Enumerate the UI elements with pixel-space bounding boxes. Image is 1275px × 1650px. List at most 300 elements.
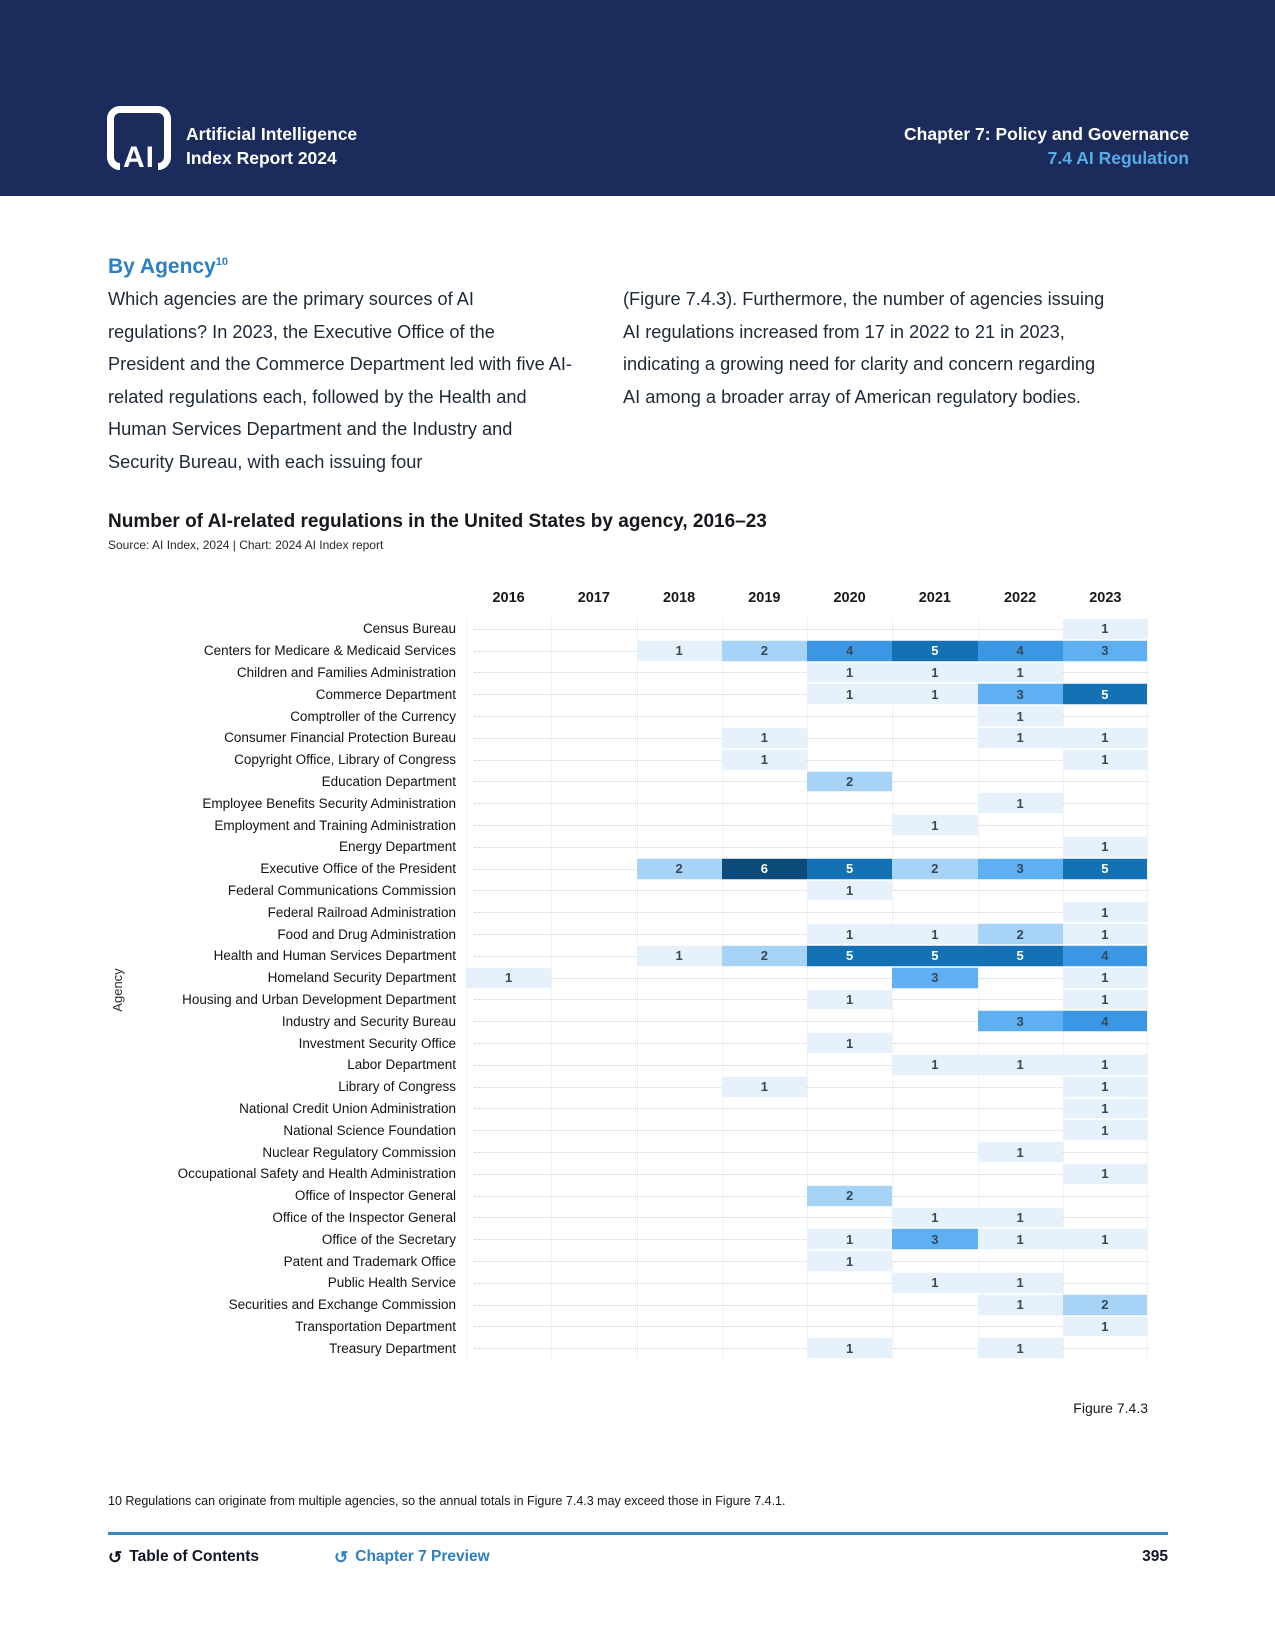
heatmap-cell — [892, 792, 977, 814]
heatmap-cell — [637, 1250, 722, 1272]
heatmap-cell — [637, 1076, 722, 1098]
heatmap-cell — [978, 1163, 1063, 1185]
heatmap-cell: 1 — [1063, 727, 1148, 749]
heatmap-cell — [551, 771, 636, 793]
heatmap-cell — [551, 1228, 636, 1250]
heatmap-cell — [466, 1185, 551, 1207]
page-number: 395 — [1142, 1548, 1168, 1565]
heatmap-cell — [978, 749, 1063, 771]
heatmap-cell — [466, 1250, 551, 1272]
heatmap-cell: 1 — [1063, 1163, 1148, 1185]
heatmap-cell — [807, 814, 892, 836]
heatmap-cell — [807, 1163, 892, 1185]
heatmap-cell — [551, 705, 636, 727]
heatmap-cell: 4 — [978, 640, 1063, 662]
heatmap-cell — [551, 1250, 636, 1272]
heatmap-cell: 2 — [637, 858, 722, 880]
agency-label: Office of the Inspector General — [272, 1209, 456, 1225]
heatmap-cell: 1 — [1063, 1228, 1148, 1250]
body-column-right: (Figure 7.4.3). Furthermore, the number of agencies issuing AI regulations increased from 17 in 2022 to 21 in 2023, indicating a growing need for clarity and concern regarding AI among a broader array of American regulatory bodies. — [623, 289, 1105, 407]
heatmap-cell — [807, 1272, 892, 1294]
heatmap-cell — [892, 1185, 977, 1207]
heatmap-cell — [1063, 1337, 1148, 1359]
agency-label: Office of Inspector General — [294, 1188, 456, 1204]
heatmap-cell — [722, 836, 807, 858]
heatmap-cell — [978, 618, 1063, 640]
heatmap-cell: 1 — [807, 1228, 892, 1250]
heatmap-cell: 1 — [807, 989, 892, 1011]
heatmap-cell — [466, 945, 551, 967]
heatmap-cell: 1 — [807, 1250, 892, 1272]
brand-text — [186, 122, 357, 170]
heatmap — [108, 586, 1150, 1359]
heatmap-cell — [722, 923, 807, 945]
agency-label: National Science Foundation — [283, 1122, 456, 1138]
heatmap-cell: 2 — [978, 923, 1063, 945]
heatmap-cell: 1 — [722, 1076, 807, 1098]
heatmap-cell — [1063, 1141, 1148, 1163]
heatmap-cell — [722, 771, 807, 793]
heatmap-cell: 1 — [637, 945, 722, 967]
heatmap-cell: 1 — [978, 1141, 1063, 1163]
heatmap-row — [108, 1054, 1150, 1076]
heatmap-cell — [466, 1294, 551, 1316]
agency-label: Office of the Secretary — [321, 1231, 456, 1247]
heatmap-row — [108, 618, 1150, 640]
heatmap-cell — [637, 1294, 722, 1316]
heatmap-cell — [807, 1098, 892, 1120]
heatmap-cell — [551, 1098, 636, 1120]
y-axis-label: Agency — [110, 968, 125, 1012]
heatmap-cell — [722, 880, 807, 902]
agency-label: Copyright Office, Library of Congress — [234, 752, 456, 768]
heatmap-cell — [466, 1163, 551, 1185]
heatmap-cell: 1 — [1063, 1316, 1148, 1338]
heatmap-cell — [978, 1316, 1063, 1338]
heatmap-cell: 1 — [722, 727, 807, 749]
agency-label: Federal Communications Commission — [227, 882, 456, 898]
heatmap-cell — [551, 836, 636, 858]
year-tick-label: 2019 — [748, 590, 781, 606]
heatmap-cell: 1 — [978, 727, 1063, 749]
agency-label: Public Health Service — [327, 1275, 456, 1291]
heading-text: By Agency — [108, 255, 216, 278]
heatmap-cell: 1 — [1063, 749, 1148, 771]
heatmap-cell — [722, 1054, 807, 1076]
heatmap-cell — [807, 1119, 892, 1141]
heatmap-cell — [807, 967, 892, 989]
heatmap-cell — [551, 727, 636, 749]
agency-label: Housing and Urban Development Department — [182, 991, 456, 1007]
ai-index-logo-icon — [107, 106, 171, 174]
heatmap-cell — [722, 618, 807, 640]
heatmap-cell — [722, 967, 807, 989]
heatmap-cell: 1 — [892, 814, 977, 836]
heatmap-cell — [637, 1316, 722, 1338]
heatmap-cell — [637, 967, 722, 989]
heatmap-cell — [551, 1076, 636, 1098]
chapter-info — [904, 122, 1189, 170]
heatmap-cell — [637, 662, 722, 684]
agency-label: Library of Congress — [338, 1079, 456, 1095]
heatmap-cell — [892, 836, 977, 858]
heatmap-cell — [892, 1163, 977, 1185]
heatmap-cell — [466, 771, 551, 793]
heatmap-row — [108, 1032, 1150, 1054]
heatmap-cell — [637, 618, 722, 640]
heatmap-row — [108, 1272, 1150, 1294]
heatmap-cell: 2 — [892, 858, 977, 880]
heatmap-cell — [1063, 705, 1148, 727]
heatmap-cell — [807, 1207, 892, 1229]
heatmap-cell — [551, 1119, 636, 1141]
heatmap-cell: 1 — [978, 1207, 1063, 1229]
heatmap-cell: 3 — [978, 1010, 1063, 1032]
heatmap-cell: 3 — [892, 1228, 977, 1250]
heatmap-cell — [807, 1141, 892, 1163]
heatmap-cell — [466, 814, 551, 836]
figure-label: Figure 7.4.3 — [1073, 1400, 1148, 1416]
brand-line1: Artificial Intelligence — [186, 124, 358, 144]
agency-label: Treasury Department — [328, 1340, 456, 1356]
heatmap-cell — [978, 1098, 1063, 1120]
year-tick-label: 2018 — [662, 590, 696, 606]
heatmap-cell — [637, 814, 722, 836]
heatmap-cell — [1063, 1207, 1148, 1229]
agency-label: Homeland Security Department — [267, 970, 456, 986]
year-tick-label: 2022 — [1003, 590, 1037, 606]
heatmap-cell — [722, 1010, 807, 1032]
chart-source: Source: AI Index, 2024 | Chart: 2024 AI Index report — [108, 538, 384, 552]
heatmap-row — [108, 989, 1150, 1011]
heatmap-cell: 1 — [722, 749, 807, 771]
heatmap-cell — [637, 1272, 722, 1294]
heatmap-cell — [1063, 792, 1148, 814]
heatmap-cell: 1 — [466, 967, 551, 989]
heatmap-cell — [978, 1250, 1063, 1272]
heatmap-cell — [722, 989, 807, 1011]
heatmap-cell: 1 — [978, 662, 1063, 684]
heatmap-row — [108, 1228, 1150, 1250]
heatmap-row — [108, 749, 1150, 771]
heatmap-cell — [892, 989, 977, 1011]
heatmap-cell — [637, 705, 722, 727]
heatmap-row — [108, 1141, 1150, 1163]
heatmap-cell: 1 — [892, 683, 977, 705]
heatmap-cell: 1 — [892, 923, 977, 945]
heatmap-cell: 1 — [892, 662, 977, 684]
heatmap-cell — [551, 683, 636, 705]
heatmap-cell: 1 — [1063, 923, 1148, 945]
heatmap-cell — [551, 662, 636, 684]
heatmap-cell — [466, 727, 551, 749]
heatmap-cell: 1 — [1063, 989, 1148, 1011]
heatmap-cell: 3 — [892, 967, 977, 989]
agency-label: Health and Human Services Department — [213, 948, 456, 964]
heatmap-cell — [1063, 771, 1148, 793]
heatmap-cell — [637, 1337, 722, 1359]
heatmap-cell: 1 — [807, 683, 892, 705]
return-arrow-icon: ↺ — [334, 1547, 349, 1567]
heatmap-cell — [978, 1119, 1063, 1141]
chart-title: Number of AI-related regulations in the United States by agency, 2016–23 — [108, 511, 767, 532]
heatmap-cell — [637, 1010, 722, 1032]
heatmap-cell — [892, 901, 977, 923]
heatmap-cell: 1 — [807, 1032, 892, 1054]
heatmap-cell — [551, 792, 636, 814]
heatmap-cell — [892, 749, 977, 771]
heatmap-row — [108, 1294, 1150, 1316]
agency-label: Energy Department — [338, 839, 456, 855]
heatmap-cell — [722, 1032, 807, 1054]
heatmap-cell — [722, 1185, 807, 1207]
table-of-contents-label: Table of Contents — [129, 1548, 259, 1565]
heatmap-cell — [892, 705, 977, 727]
heatmap-row — [108, 836, 1150, 858]
heatmap-cell — [466, 705, 551, 727]
chapter-preview-link[interactable] — [334, 1548, 490, 1566]
heatmap-cell — [551, 1272, 636, 1294]
brand — [107, 106, 358, 174]
heatmap-cell — [892, 1294, 977, 1316]
heatmap-cell: 5 — [892, 640, 977, 662]
heatmap-cell — [551, 880, 636, 902]
heatmap-cell — [722, 705, 807, 727]
heatmap-row — [108, 640, 1150, 662]
heatmap-row — [108, 901, 1150, 923]
heatmap-cell: 1 — [892, 1054, 977, 1076]
return-arrow-icon: ↺ — [108, 1547, 123, 1567]
heatmap-cell: 5 — [1063, 683, 1148, 705]
heatmap-cell: 4 — [1063, 945, 1148, 967]
heatmap-cell: 1 — [892, 1207, 977, 1229]
heatmap-cell — [807, 727, 892, 749]
heatmap-cell — [722, 1163, 807, 1185]
heatmap-cell — [637, 901, 722, 923]
heatmap-cell: 6 — [722, 858, 807, 880]
heatmap-row — [108, 1076, 1150, 1098]
heatmap-cell: 2 — [722, 945, 807, 967]
heatmap-row — [108, 1119, 1150, 1141]
heatmap-cell — [722, 662, 807, 684]
heatmap-cell — [551, 814, 636, 836]
heatmap-cell — [551, 1207, 636, 1229]
heatmap-cell: 1 — [1063, 618, 1148, 640]
heatmap-cell — [466, 662, 551, 684]
heatmap-row — [108, 1250, 1150, 1272]
heatmap-cell — [978, 1032, 1063, 1054]
heatmap-cell — [551, 618, 636, 640]
heatmap-cell: 1 — [807, 662, 892, 684]
heatmap-cell — [637, 1098, 722, 1120]
heatmap-cell — [892, 1076, 977, 1098]
heatmap-cell — [637, 989, 722, 1011]
heatmap-cell — [722, 1207, 807, 1229]
heatmap-cell: 2 — [807, 1185, 892, 1207]
heatmap-cell: 5 — [978, 945, 1063, 967]
heatmap-cell — [722, 1337, 807, 1359]
heatmap-cell: 1 — [807, 1337, 892, 1359]
body-column-left: Which agencies are the primary sources of AI regulations? In 2023, the Executive Office of the President and the Commerce Department led with five AI-related regulations each, followed by the Health and Human Services Department and the Industry and Security Bureau, with each issuing four — [108, 289, 572, 472]
heatmap-cell — [551, 749, 636, 771]
heatmap-cell — [551, 1032, 636, 1054]
year-tick-label: 2020 — [833, 590, 866, 606]
heatmap-cell — [551, 1337, 636, 1359]
agency-label: Federal Railroad Administration — [267, 904, 456, 920]
heatmap-row — [108, 923, 1150, 945]
table-of-contents-link[interactable] — [108, 1548, 259, 1566]
heatmap-cell — [637, 1163, 722, 1185]
heatmap-cell — [466, 1032, 551, 1054]
agency-label: Centers for Medicare & Medicaid Services — [203, 643, 456, 659]
heatmap-cell — [551, 1010, 636, 1032]
heatmap-cell — [807, 749, 892, 771]
heatmap-row — [108, 1010, 1150, 1032]
heatmap-cell — [637, 771, 722, 793]
heatmap-cell — [892, 1119, 977, 1141]
heatmap-row — [108, 1316, 1150, 1338]
heading-footnote-ref: 10 — [215, 256, 229, 268]
heatmap-cell: 1 — [1063, 836, 1148, 858]
heatmap-cell — [722, 1119, 807, 1141]
heatmap-cell — [466, 749, 551, 771]
heatmap-cell — [551, 989, 636, 1011]
heatmap-cell: 4 — [1063, 1010, 1148, 1032]
heatmap-cell — [1063, 1272, 1148, 1294]
heatmap-row — [108, 967, 1150, 989]
heatmap-cell — [722, 1228, 807, 1250]
heatmap-row — [108, 771, 1150, 793]
heatmap-row — [108, 705, 1150, 727]
heatmap-cell: 1 — [1063, 1054, 1148, 1076]
heatmap-cell — [722, 1272, 807, 1294]
heatmap-cell — [978, 814, 1063, 836]
heatmap-cell — [551, 640, 636, 662]
heatmap-cell — [892, 771, 977, 793]
agency-label: Census Bureau — [362, 621, 456, 637]
heatmap-cell: 1 — [1063, 1119, 1148, 1141]
heatmap-cell — [722, 814, 807, 836]
heatmap-cell — [1063, 880, 1148, 902]
heatmap-cell: 3 — [1063, 640, 1148, 662]
heatmap-cell: 4 — [807, 640, 892, 662]
heatmap-cell: 5 — [807, 858, 892, 880]
heatmap-cell — [722, 1141, 807, 1163]
heatmap-cell: 1 — [892, 1272, 977, 1294]
heatmap-cell — [637, 836, 722, 858]
heatmap-cell — [892, 1316, 977, 1338]
heatmap-cell: 1 — [978, 1337, 1063, 1359]
agency-label: Children and Families Administration — [236, 664, 456, 680]
heatmap-cell — [637, 749, 722, 771]
heatmap-cell — [551, 1163, 636, 1185]
heatmap-cell — [637, 1228, 722, 1250]
heatmap-cell — [466, 1119, 551, 1141]
heatmap-cell — [466, 836, 551, 858]
heatmap-cell — [978, 967, 1063, 989]
heatmap-row — [108, 1185, 1150, 1207]
heatmap-cell: 3 — [978, 858, 1063, 880]
heatmap-cell — [551, 901, 636, 923]
agency-label: Executive Office of the President — [260, 861, 456, 877]
agency-label: Industry and Security Bureau — [281, 1013, 456, 1029]
heatmap-cell — [892, 1250, 977, 1272]
heatmap-cell: 1 — [978, 1054, 1063, 1076]
page-footer — [108, 1548, 1168, 1566]
heatmap-cell — [722, 1316, 807, 1338]
heatmap-cell: 1 — [978, 1228, 1063, 1250]
heatmap-cell — [551, 1316, 636, 1338]
heatmap-cell — [551, 1054, 636, 1076]
agency-label: Employee Benefits Security Administration — [202, 795, 456, 811]
heatmap-cell — [807, 705, 892, 727]
heatmap-cell — [722, 683, 807, 705]
heatmap-row — [108, 880, 1150, 902]
heatmap-cell — [978, 836, 1063, 858]
heatmap-row — [108, 1337, 1150, 1359]
heatmap-cell — [466, 683, 551, 705]
heatmap-cell — [807, 1076, 892, 1098]
heatmap-cell — [466, 1228, 551, 1250]
heatmap-cell — [466, 923, 551, 945]
section-title: 7.4 AI Regulation — [1047, 148, 1189, 168]
heatmap-cell — [466, 989, 551, 1011]
heatmap-cell — [466, 1272, 551, 1294]
heatmap-cell — [466, 640, 551, 662]
heatmap-cell — [466, 1207, 551, 1229]
agency-label: Patent and Trademark Office — [283, 1253, 456, 1269]
heatmap-cell — [892, 1337, 977, 1359]
heatmap-cell — [466, 901, 551, 923]
heatmap-row — [108, 727, 1150, 749]
heatmap-cell — [466, 1316, 551, 1338]
heatmap-cell: 2 — [1063, 1294, 1148, 1316]
heatmap-cell: 3 — [978, 683, 1063, 705]
heatmap-cell — [807, 1010, 892, 1032]
heatmap-cell — [892, 1098, 977, 1120]
year-tick-label: 2016 — [492, 590, 525, 606]
heatmap-row — [108, 945, 1150, 967]
heatmap-row — [108, 792, 1150, 814]
heatmap-cell: 1 — [1063, 901, 1148, 923]
heatmap-cell — [892, 1010, 977, 1032]
heatmap-cell — [551, 1185, 636, 1207]
heatmap-cell — [978, 880, 1063, 902]
agency-label: Consumer Financial Protection Bureau — [224, 730, 456, 746]
heatmap-year-header — [108, 586, 1150, 610]
heatmap-cell: 1 — [978, 792, 1063, 814]
article-body — [108, 283, 1108, 478]
heatmap-cell — [892, 727, 977, 749]
heatmap-cell — [892, 1032, 977, 1054]
heatmap-cell — [551, 967, 636, 989]
heatmap-cell — [892, 1141, 977, 1163]
heatmap-cell — [551, 858, 636, 880]
agency-label: Commerce Department — [315, 686, 456, 702]
heatmap-cell — [807, 618, 892, 640]
heatmap-cell — [637, 1032, 722, 1054]
heatmap-row — [108, 1207, 1150, 1229]
heatmap-cell — [722, 1294, 807, 1316]
heatmap-cell — [637, 727, 722, 749]
footnote: 10 Regulations can originate from multiple agencies, so the annual totals in Figure 7.4.3 may exceed those in Figure 7.4.1. — [108, 1494, 786, 1508]
heatmap-cell — [637, 923, 722, 945]
heatmap-row — [108, 683, 1150, 705]
heatmap-cell — [551, 923, 636, 945]
footer-divider — [108, 1532, 1168, 1535]
heatmap-cell: 1 — [1063, 967, 1148, 989]
heatmap-row — [108, 1163, 1150, 1185]
